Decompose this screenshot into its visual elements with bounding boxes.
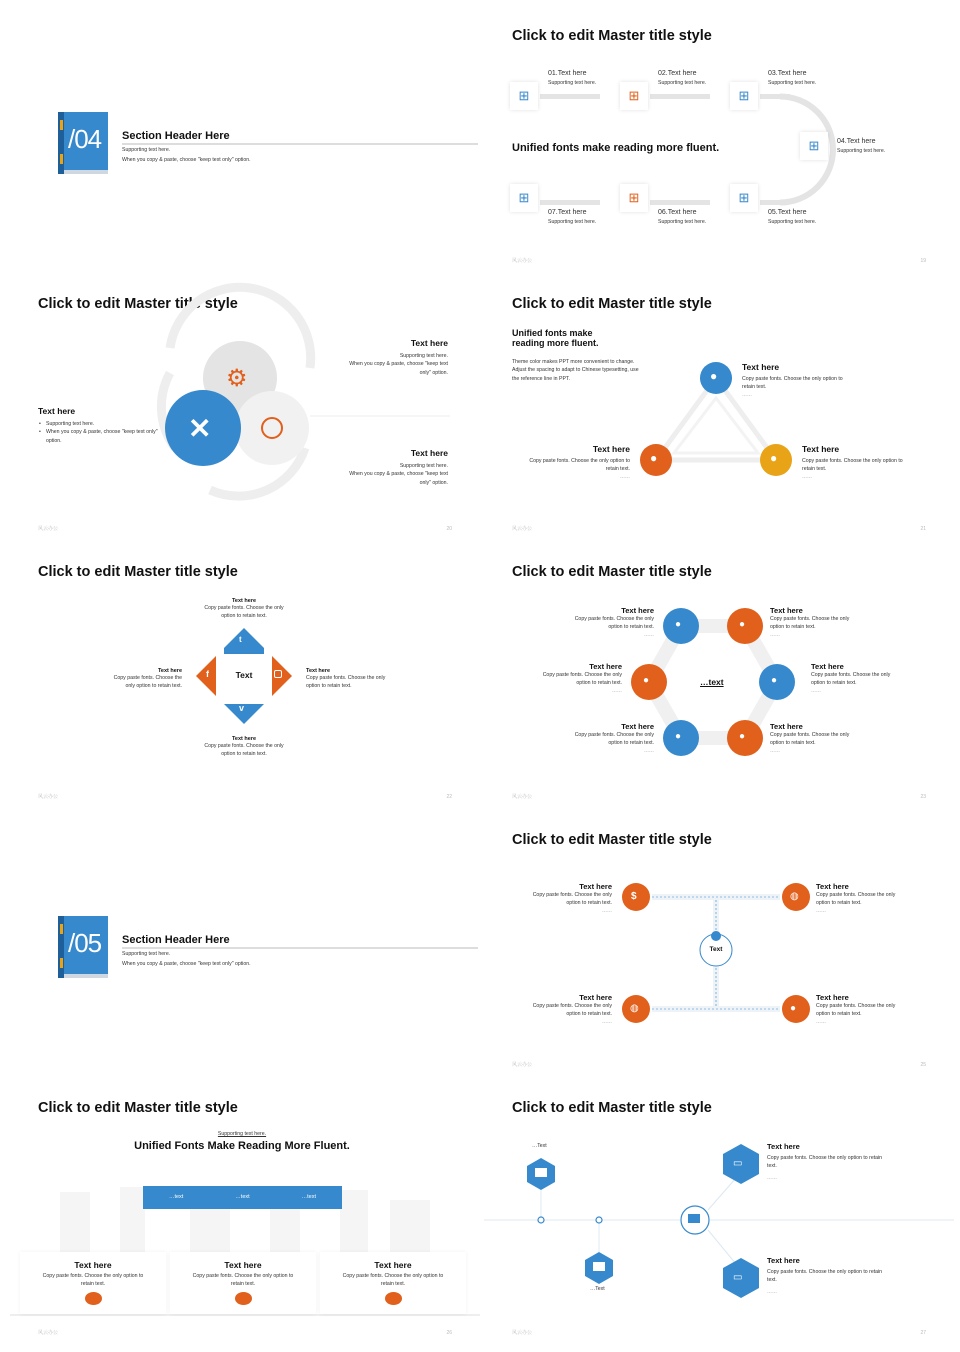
tab-bar [143, 1186, 342, 1209]
block-text: Copy paste fonts. Choose the only option to retain text. [802, 458, 903, 473]
top-block [742, 362, 852, 398]
page-number: 19 [920, 258, 926, 264]
person-icon: ● [739, 731, 746, 742]
tab-3[interactable]: …text [301, 1194, 316, 1200]
item-sub: Supporting text here. [768, 219, 817, 226]
car-icon: ▭ [733, 1158, 743, 1169]
slide-26 [10, 1082, 480, 1344]
s19-item-6 [658, 207, 706, 227]
item-6 [770, 722, 858, 754]
page-number: 21 [920, 526, 926, 532]
item-heading: Text here [579, 882, 612, 891]
center-text: Text [709, 946, 723, 953]
item-sub: Supporting text here. [548, 219, 597, 226]
vimeo-icon: v [239, 703, 245, 713]
item-heading: Text here [621, 722, 654, 731]
ellipsis: …… [816, 1018, 826, 1025]
bullet: When you copy & paste, choose "keep text only" option. [349, 471, 448, 486]
slide-title: Click to edit Master title style [38, 296, 238, 312]
globe-icon: ◍ [630, 1003, 639, 1014]
network-icon: ⊞ [620, 82, 648, 110]
item-bottom-right [816, 993, 904, 1025]
slide-section-04 [10, 10, 480, 272]
block-heading: Text here [157, 668, 182, 674]
block-heading: Text here [742, 362, 780, 372]
body-text: Theme color makes PPT more convenient to change. Adjust the spacing to adapt to Chinese typesetting, use the reference line in PPT. [512, 359, 639, 382]
s19-item-1 [548, 68, 596, 88]
headline: Unified Fonts Make Reading More Fluent. [134, 1140, 350, 1152]
book-icon [58, 112, 108, 174]
divider [122, 947, 478, 949]
item-label: 05.Text here [768, 209, 807, 216]
ellipsis: …… [620, 473, 630, 480]
network-icon: ⊞ [730, 82, 758, 110]
s19-item-3 [768, 68, 816, 88]
block-text: Copy paste fonts. Choose the only option to retain text. [113, 675, 182, 690]
card-heading: Text here [374, 1260, 412, 1270]
slide-title: Click to edit Master title style [38, 1100, 238, 1116]
page-number: 25 [920, 1062, 926, 1068]
block-text: Copy paste fonts. Choose the only option to retain text. [767, 1155, 883, 1170]
section-number: /04 [68, 124, 102, 154]
slide-title: Click to edit Master title style [512, 564, 712, 580]
item-text: Copy paste fonts. Choose the only option to retain text. [816, 892, 896, 907]
slide-title: Click to edit Master title style [512, 296, 712, 312]
slide-21 [484, 278, 954, 540]
lightbulb-icon [261, 417, 283, 439]
bottom-block [200, 736, 288, 759]
ellipsis: …… [767, 1288, 777, 1295]
slide-27 [484, 1082, 954, 1344]
globe-icon [235, 1292, 252, 1305]
card-2 [170, 1252, 316, 1314]
page-number: 23 [920, 794, 926, 800]
person-icon: ● [675, 731, 682, 742]
subheading: Unified fonts make reading more fluent. [512, 328, 599, 348]
card-3 [320, 1252, 466, 1314]
section-number: /05 [68, 928, 102, 958]
item-heading: Text here [589, 662, 622, 671]
person-icon: ● [771, 675, 778, 686]
block-heading: Text here [306, 668, 331, 674]
section-sub1: Supporting text here. [122, 951, 171, 957]
ellipsis: …… [644, 631, 654, 638]
block-text: Copy paste fonts. Choose the only option to retain text. [742, 376, 843, 391]
block-heading: Text here [802, 444, 840, 454]
item-heading: Text here [816, 882, 849, 891]
network-icon: ⊞ [730, 184, 758, 212]
block-text: Copy paste fonts. Choose the only option to retain text. [204, 605, 284, 620]
block-text: Copy paste fonts. Choose the only option to retain text. [306, 675, 386, 690]
left-block [520, 444, 630, 480]
block-heading: Text here [231, 736, 257, 742]
ellipsis: …… [802, 473, 812, 480]
left-block [104, 668, 182, 691]
item-text: Copy paste fonts. Choose the only option to retain text. [811, 672, 891, 687]
car-icon: ▭ [733, 1272, 743, 1283]
slide-title: Click to edit Master title style [512, 832, 712, 848]
right-bottom-block [338, 448, 448, 487]
bullet: When you copy & paste, choose "keep text only" option. [349, 361, 448, 376]
item-5 [566, 722, 654, 754]
footer-logo: 风云办公 [38, 1330, 59, 1336]
ellipsis: …… [811, 687, 821, 694]
network-icon: ⊞ [510, 184, 538, 212]
twitter-icon: t [239, 635, 242, 644]
item-bottom-left [524, 993, 612, 1025]
slide-title: Click to edit Master title style [512, 28, 712, 44]
right-block [802, 444, 912, 480]
item-top-left [524, 882, 612, 914]
slide-22 [10, 546, 480, 808]
slide-section-05 [10, 814, 480, 1076]
item-text: Copy paste fonts. Choose the only option to retain text. [574, 616, 654, 631]
slide-23 [484, 546, 954, 808]
item-label: 01.Text here [548, 70, 587, 77]
slide-25 [484, 814, 954, 1076]
card-text: Copy paste fonts. Choose the only option to retain text. [42, 1273, 144, 1288]
item-heading: Text here [811, 662, 844, 671]
person-icon: ● [643, 675, 650, 686]
divider [122, 143, 478, 145]
person-icon: ● [710, 369, 718, 383]
instagram-icon [274, 670, 282, 678]
person-icon: ● [675, 619, 682, 630]
item-text: Copy paste fonts. Choose the only option to retain text. [542, 672, 622, 687]
item-4 [811, 662, 899, 694]
globe-icon [85, 1292, 102, 1305]
bullet: • Supporting text here. [38, 420, 158, 428]
ellipsis: …… [767, 1174, 777, 1181]
center-text: Text [235, 670, 253, 680]
block-text: Copy paste fonts. Choose the only option to retain text. [767, 1269, 883, 1284]
block-heading: Text here [592, 444, 630, 454]
s19-item-7 [548, 207, 596, 227]
page-number: 27 [920, 1330, 926, 1336]
ellipsis: …… [644, 747, 654, 754]
s19-item-2 [658, 68, 706, 88]
item-1 [566, 606, 654, 638]
item-3 [534, 662, 622, 694]
footer-logo: 风云办公 [512, 1062, 533, 1068]
right-top-block [338, 338, 448, 377]
item-sub: Supporting text here. [548, 80, 597, 87]
dollar-icon: $ [631, 891, 637, 902]
tools-icon: ✕ [188, 413, 212, 444]
item-2 [770, 606, 858, 638]
footer-logo: 风云办公 [38, 794, 59, 800]
footer-logo: 风云办公 [512, 794, 533, 800]
ellipsis: …… [602, 907, 612, 914]
card-heading: Text here [74, 1260, 112, 1270]
item-heading: Text here [579, 993, 612, 1002]
card-text: Copy paste fonts. Choose the only option to retain text. [192, 1273, 294, 1288]
person-icon: ● [739, 619, 746, 630]
ellipsis: …… [742, 391, 752, 398]
section-sub2: When you copy & paste, choose "keep text only" option. [122, 961, 251, 967]
item-text: Copy paste fonts. Choose the only option to retain text. [770, 616, 850, 631]
item-text: Copy paste fonts. Choose the only option to retain text. [770, 732, 850, 747]
block-text: Copy paste fonts. Choose the only option to retain text. [529, 458, 630, 473]
globe-icon: ◍ [790, 891, 799, 902]
left-top-label: …Text [532, 1143, 547, 1149]
footer-logo: 风云办公 [512, 526, 533, 532]
left-bottom-label: …Text [590, 1286, 605, 1292]
item-heading: Text here [770, 722, 803, 731]
card-text: Copy paste fonts. Choose the only option to retain text. [342, 1273, 444, 1288]
ellipsis: …… [770, 747, 780, 754]
item-label: 02.Text here [658, 70, 697, 77]
right-block [306, 668, 398, 691]
section-sub1: Supporting text here. [122, 147, 171, 153]
item-heading: Text here [816, 993, 849, 1002]
item-sub: Supporting text here. [658, 219, 707, 226]
tab-1[interactable]: …text [168, 1194, 184, 1200]
top-block [200, 598, 288, 621]
footer-logo: 风云办公 [512, 1330, 533, 1336]
s19-item-5 [768, 207, 816, 227]
block-heading: Text here [231, 598, 257, 604]
item-heading: Text here [621, 606, 654, 615]
footer-logo: 风云办公 [512, 258, 533, 264]
center-headline: Unified fonts make reading more fluent. [512, 142, 720, 154]
book-icon [58, 916, 108, 978]
network-icon: ⊞ [620, 184, 648, 212]
section-sub2: When you copy & paste, choose "keep text only" option. [122, 157, 251, 163]
item-label: 03.Text here [768, 70, 807, 77]
item-top-right [816, 882, 904, 914]
ellipsis: …… [612, 687, 622, 694]
tab-2[interactable]: …text [235, 1194, 250, 1200]
team-icon: ● [790, 1003, 797, 1014]
bullet: Supporting text here. [399, 463, 448, 469]
left-block [38, 406, 158, 445]
bullet: Supporting text here. [399, 353, 448, 359]
item-label: 06.Text here [658, 209, 697, 216]
right-top-block [767, 1142, 891, 1181]
globe-icon [385, 1292, 402, 1305]
card-heading: Text here [224, 1260, 262, 1270]
network-icon: ⊞ [800, 132, 828, 160]
slide-title: Click to edit Master title style [512, 1100, 712, 1116]
page-number: 26 [446, 1330, 452, 1336]
block-heading: Text here [410, 448, 448, 458]
item-text: Copy paste fonts. Choose the only option to retain text. [574, 732, 654, 747]
right-bottom-block [767, 1256, 891, 1295]
slide-title: Click to edit Master title style [38, 564, 238, 580]
person-icon: ● [650, 451, 658, 465]
ellipsis: …… [770, 631, 780, 638]
section-title: Section Header Here [122, 934, 230, 946]
block-heading: Text here [38, 406, 76, 416]
item-text: Copy paste fonts. Choose the only option to retain text. [532, 892, 612, 907]
block-heading: Text here [410, 338, 448, 348]
item-sub: Supporting text here. [837, 148, 886, 155]
block-heading: Text here [767, 1256, 800, 1265]
network-icon: ⊞ [510, 82, 538, 110]
item-label: 07.Text here [548, 209, 587, 216]
person-icon: ● [770, 451, 778, 465]
page-number: 20 [446, 526, 452, 532]
item-sub: Supporting text here. [658, 80, 707, 87]
item-text: Copy paste fonts. Choose the only option to retain text. [816, 1003, 896, 1018]
gear-icon: ⚙ [226, 365, 248, 392]
item-heading: Text here [770, 606, 803, 615]
block-text: Copy paste fonts. Choose the only option to retain text. [204, 743, 284, 758]
item-text: Copy paste fonts. Choose the only option to retain text. [532, 1003, 612, 1018]
section-title: Section Header Here [122, 130, 230, 142]
card-1 [20, 1252, 166, 1314]
slide-19 [484, 10, 954, 272]
center-text: …text [700, 677, 724, 687]
bullet: • When you copy & paste, choose "keep text only" option. [38, 428, 158, 445]
item-label: 04.Text here [837, 138, 876, 145]
support-text: Supporting text here. [217, 1131, 267, 1137]
s19-item-4 [837, 136, 885, 156]
ellipsis: …… [816, 907, 826, 914]
block-heading: Text here [767, 1142, 800, 1151]
facebook-icon: f [206, 669, 209, 679]
ellipsis: …… [602, 1018, 612, 1025]
page-number: 22 [446, 794, 452, 800]
item-sub: Supporting text here. [768, 80, 817, 87]
footer-logo: 风云办公 [38, 526, 59, 532]
slide-20 [10, 278, 480, 540]
